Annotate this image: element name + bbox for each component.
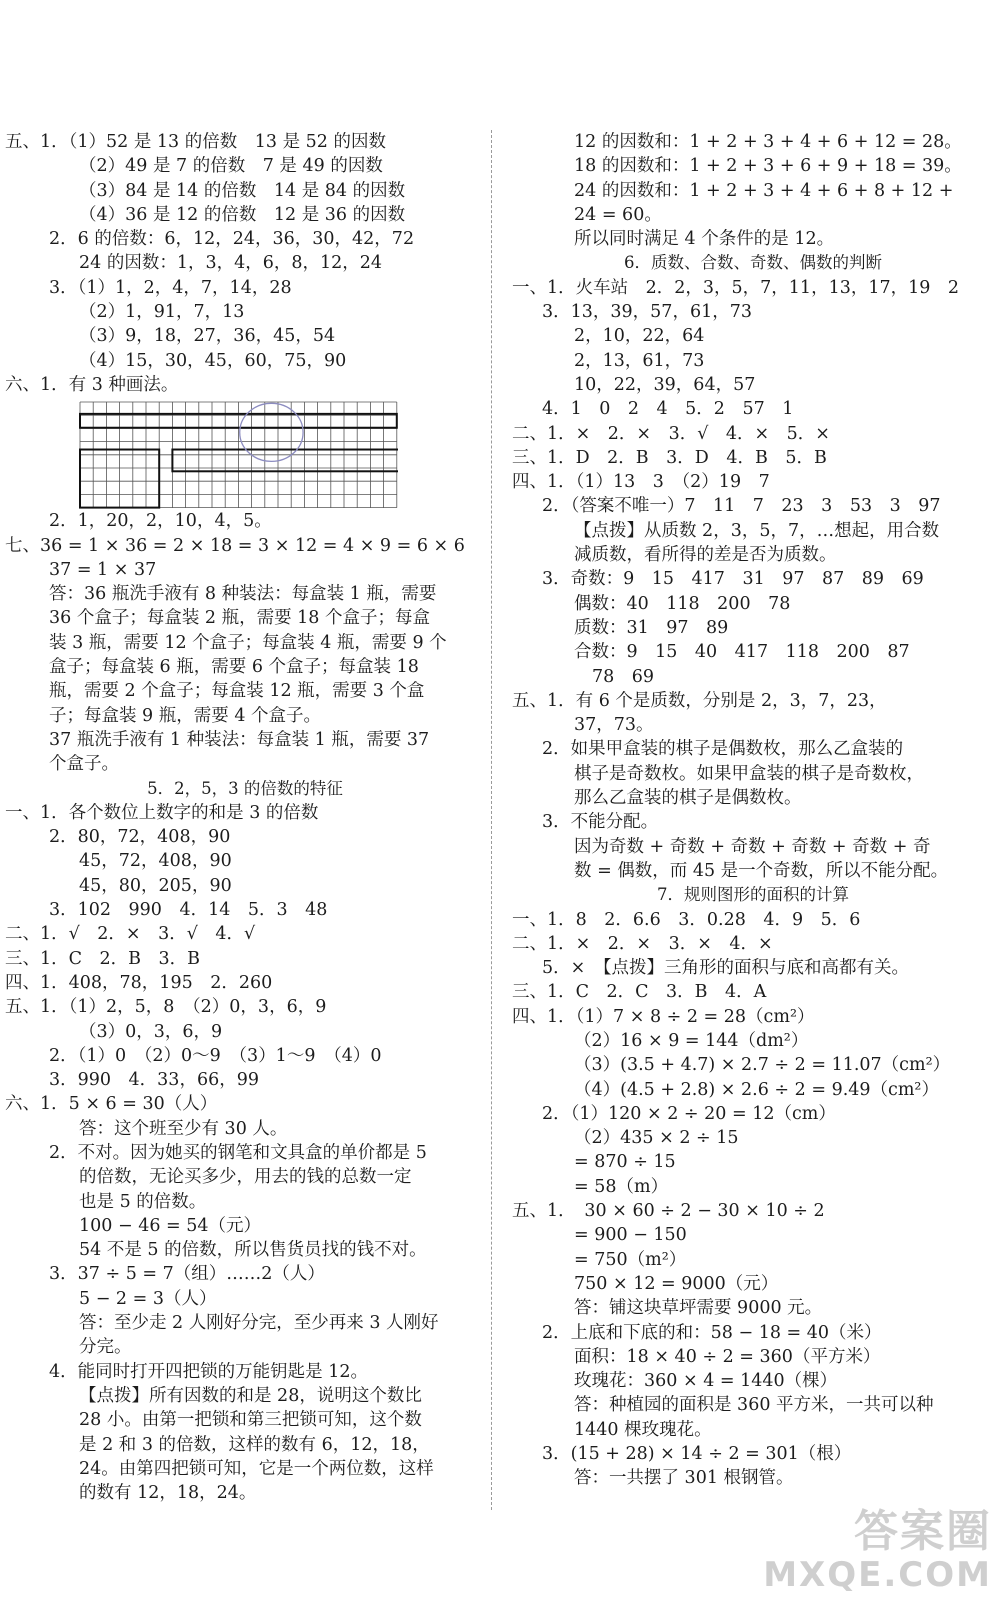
line-text: 3．（1）1，2，4，7，14，28 [49, 277, 292, 298]
site-watermark [763, 1508, 992, 1594]
line-text: 2．如果甲盒装的棋子是偶数枚，那么乙盒装的 [542, 739, 904, 760]
line-text: 玫瑰花：360 × 4 = 1440（棵） [574, 1371, 838, 1392]
line-text: 37，73。 [574, 715, 654, 736]
line-text: 5．× 【点拨】三角形的面积与底和高都有关。 [542, 958, 910, 979]
text-line [512, 640, 994, 664]
line-text: 七、36 = 1 × 36 = 2 × 18 = 3 × 12 = 4 × 9 = 6 × 6 [5, 535, 465, 556]
faint-stamp [240, 404, 303, 462]
line-text: 答：铺这块草坪需要 9000 元。 [574, 1298, 823, 1319]
line-text: 盒子；每盒装 6 瓶，需要 6 个盒子；每盒装 18 [49, 657, 419, 678]
line-text: （3）(3.5 + 4.7) × 2.7 ÷ 2 = 11.07（cm²） [574, 1055, 951, 1076]
text-line [512, 324, 994, 348]
text-line [512, 1296, 994, 1320]
text-line [512, 179, 994, 203]
line-text: 一、1．火车站 2．2，3，5，7，11，13，17，19 2 [512, 277, 960, 298]
left-column [5, 130, 485, 1505]
text-line [512, 422, 994, 446]
line-text: 所以同时满足 4 个条件的是 12。 [574, 229, 835, 250]
text-line [5, 558, 485, 582]
text-line [5, 1360, 485, 1384]
section-heading [5, 777, 485, 801]
text-line [5, 606, 485, 630]
section-heading [512, 883, 994, 907]
right-column [512, 130, 994, 1491]
line-text: 一、1．8 2．6.6 3．0.28 4．9 5．6 [512, 909, 861, 930]
line-text: 答：种植园的面积是 360 平方米，一共可以种 [574, 1395, 934, 1416]
text-line [512, 956, 994, 980]
line-text: 2，13，61，73 [574, 350, 705, 371]
line-text: 是 2 和 3 的倍数，这样的数有 6，12，18， [79, 1434, 430, 1455]
text-line [512, 1223, 994, 1247]
text-line [5, 1335, 485, 1359]
text-line [5, 534, 485, 558]
line-text: 瓶，需要 2 个盒子；每盒装 12 瓶，需要 3 个盒 [49, 681, 425, 702]
line-text: 37 瓶洗手液有 1 种装法：每盒装 1 瓶，需要 37 [49, 729, 430, 750]
text-line [5, 679, 485, 703]
line-text: （3）9，18，27，36，45，54 [79, 326, 336, 347]
line-text: 三、1．C 2．B 3．B [5, 948, 201, 969]
line-text: 6．质数、合数、奇数、偶数的判断 [624, 253, 882, 273]
line-text: （3）0，3，6，9 [79, 1021, 223, 1042]
line-text: 4．1 0 2 4 5．2 57 1 [542, 399, 794, 420]
line-text: 合数：9 15 40 417 118 200 87 [574, 642, 910, 663]
line-text: （4）15，30，45，60，75，90 [79, 350, 347, 371]
text-line [512, 1053, 994, 1077]
line-text: 子；每盒装 9 瓶，需要 4 个盒子。 [49, 705, 322, 726]
text-line [5, 971, 485, 995]
line-text: 2．上底和下底的和：58 − 18 = 40（米） [542, 1322, 882, 1343]
line-text: 45，72，408，90 [79, 851, 232, 872]
text-line [5, 655, 485, 679]
text-line [512, 786, 994, 810]
text-line [512, 1345, 994, 1369]
line-text: 二、1．× 2．× 3．× 4．× [512, 933, 773, 954]
text-line [5, 898, 485, 922]
line-text: 的倍数，无论买多少，用去的钱的总数一定 [79, 1167, 412, 1188]
text-line [512, 1321, 994, 1345]
text-line [512, 227, 994, 251]
line-text: 24 = 60。 [574, 204, 662, 225]
text-line [5, 1165, 485, 1189]
line-text: 面积：18 × 40 ÷ 2 = 360（平方米） [574, 1346, 881, 1367]
line-text: 2．不对。因为她买的钢笔和文具盒的单价都是 5 [49, 1142, 427, 1163]
square-grid [79, 401, 398, 509]
text-line [5, 1481, 485, 1505]
text-line [512, 762, 994, 786]
text-line [512, 665, 994, 689]
text-line [5, 300, 485, 324]
text-line [5, 1408, 485, 1432]
line-text: 2．80，72，408，90 [49, 827, 231, 848]
line-text: 28 小。由第一把锁和第三把锁可知，这个数 [79, 1410, 422, 1431]
watermark-logo-text: 答案圈 [854, 1506, 992, 1558]
text-line [512, 446, 994, 470]
text-line [5, 874, 485, 898]
line-text: （2）16 × 9 = 144（dm²） [574, 1030, 809, 1051]
text-line [5, 947, 485, 971]
text-line [5, 1262, 485, 1286]
line-text: 偶数：40 118 200 78 [574, 593, 791, 614]
line-text: （2）1，91，7，13 [79, 302, 245, 323]
text-line [512, 713, 994, 737]
line-text: 750 × 12 = 9000（元） [574, 1273, 779, 1294]
column-divider [491, 130, 492, 1510]
line-text: 五、1．有 6 个是质数，分别是 2，3，7，23， [512, 690, 887, 711]
line-text: 六、1．5 × 6 = 30（人） [5, 1094, 218, 1115]
line-text: 3．102 990 4．14 5．3 48 [49, 900, 328, 921]
text-line [512, 1418, 994, 1442]
text-line [5, 1117, 485, 1141]
line-text: 2，10，22，64 [574, 326, 705, 347]
text-line [512, 543, 994, 567]
text-line [512, 1150, 994, 1174]
text-line [512, 980, 994, 1004]
text-line [5, 1068, 485, 1092]
line-text: 3．37 ÷ 5 = 7（组）……2（人） [49, 1264, 325, 1285]
line-text: 数 = 偶数，而 45 是一个奇数，所以不能分配。 [574, 860, 949, 881]
line-text: 质数：31 97 89 [574, 617, 729, 638]
line-text: 36 个盒子；每盒装 2 瓶，需要 18 个盒子；每盒 [49, 608, 430, 629]
line-text: 五、1．（1）2，5，8 （2）0，3，6，9 [5, 997, 327, 1018]
line-text: 四、1．408，78，195 2．260 [5, 972, 273, 993]
text-line [512, 1078, 994, 1102]
text-line [5, 276, 485, 300]
text-line [5, 752, 485, 776]
line-text: 那么乙盒装的棋子是偶数枚。 [574, 788, 802, 809]
text-line [512, 810, 994, 834]
text-line [512, 859, 994, 883]
text-line [512, 349, 994, 373]
text-line [5, 1433, 485, 1457]
line-text: （2）435 × 2 ÷ 15 [574, 1128, 739, 1149]
text-line [512, 567, 994, 591]
line-text: 三、1．C 2．C 3．B 4．A [512, 982, 767, 1003]
line-text: （4）(4.5 + 2.8) × 2.6 ÷ 2 = 9.49（cm²） [574, 1079, 939, 1100]
text-line [5, 1141, 485, 1165]
text-line [5, 1020, 485, 1044]
text-line [512, 470, 994, 494]
text-line [512, 397, 994, 421]
line-text: 分完。 [79, 1337, 132, 1358]
line-text: 2．（答案不唯一）7 11 7 23 3 53 3 97 [542, 496, 941, 517]
text-line [512, 908, 994, 932]
line-text: 装 3 瓶，需要 12 个盒子；每盒装 4 瓶，需要 9 个 [49, 632, 447, 653]
text-line [512, 932, 994, 956]
line-text: 18 的因数和：1 + 2 + 3 + 6 + 9 + 18 = 39。 [574, 156, 962, 177]
text-line [5, 1238, 485, 1262]
line-text: 12 的因数和：1 + 2 + 3 + 4 + 6 + 12 = 28。 [574, 132, 962, 152]
text-line [512, 1199, 994, 1223]
line-text: 10，22，39，64，57 [574, 374, 756, 395]
text-line [5, 704, 485, 728]
line-text: 六、1．有 3 种画法。 [5, 374, 179, 395]
text-line [5, 324, 485, 348]
line-text: 1440 棵玫瑰花。 [574, 1419, 712, 1440]
text-line [512, 1029, 994, 1053]
text-line [5, 922, 485, 946]
text-line [512, 154, 994, 178]
text-line [512, 276, 994, 300]
line-text: 也是 5 的倍数。 [79, 1191, 207, 1212]
watermark-domain: MXQE.COM [763, 1554, 992, 1595]
text-line [512, 1393, 994, 1417]
line-text: 一、1．各个数位上数字的和是 3 的倍数 [5, 802, 319, 823]
line-text: 45，80，205，90 [79, 875, 232, 896]
text-line [5, 349, 485, 373]
line-text: 五、1． 30 × 60 ÷ 2 − 30 × 10 ÷ 2 [512, 1201, 825, 1222]
line-text: 2．（1）0 （2）0～9 （3）1～9 （4）0 [49, 1045, 382, 1066]
text-line [5, 728, 485, 752]
text-line [5, 227, 485, 251]
line-text: = 900 − 150 [574, 1225, 687, 1246]
line-text: 24 的因数和：1 + 2 + 3 + 4 + 6 + 8 + 12 + [574, 180, 954, 201]
line-text: 2．6 的倍数：6，12，24，36，30，42，72 [49, 229, 415, 250]
line-text: 减质数，看所得的差是否为质数。 [574, 545, 837, 566]
text-line [5, 373, 485, 397]
line-text: （2）49 是 7 的倍数 7 是 49 的因数 [79, 156, 383, 177]
text-line [512, 203, 994, 227]
text-line [5, 251, 485, 275]
line-text: 二、1．√ 2．× 3．√ 4．√ [5, 924, 256, 945]
text-line [512, 1126, 994, 1150]
line-text: = 58（m） [574, 1176, 669, 1197]
line-text: 答：这个班至少有 30 人。 [79, 1118, 288, 1139]
line-text: 五、1．（1）52 是 13 的倍数 13 是 52 的因数 [5, 132, 386, 152]
text-line [5, 825, 485, 849]
text-line [512, 1005, 994, 1029]
text-line [5, 849, 485, 873]
text-line [512, 835, 994, 859]
text-line [512, 1272, 994, 1296]
line-text: 因为奇数 + 奇数 + 奇数 + 奇数 + 奇数 + 奇 [574, 836, 931, 857]
text-line [5, 1044, 485, 1068]
text-line [512, 519, 994, 543]
text-line [512, 494, 994, 518]
line-text: 的数有 12，18，24。 [79, 1483, 257, 1504]
line-text: 78 69 [592, 666, 655, 687]
line-text: 三、1．D 2．B 3．D 4．B 5．B [512, 447, 827, 468]
text-line [512, 1248, 994, 1272]
text-line [512, 689, 994, 713]
line-text: 二、1．× 2．× 3．√ 4．× 5．× [512, 423, 830, 444]
line-text: 3．(15 + 28) × 14 ÷ 2 = 301（根） [542, 1444, 852, 1465]
line-text: 【点拨】从质数 2，3，5，7，…想起，用合数 [574, 520, 940, 541]
line-text: 3．不能分配。 [542, 812, 659, 833]
text-line [512, 737, 994, 761]
text-line [5, 995, 485, 1019]
line-text: （4）36 是 12 的倍数 12 是 36 的因数 [79, 204, 406, 225]
text-line [512, 1369, 994, 1393]
line-text: 5 − 2 = 3（人） [79, 1288, 217, 1309]
text-line [512, 300, 994, 324]
text-line [5, 801, 485, 825]
line-text: 100 − 46 = 54（元） [79, 1215, 262, 1236]
text-line [5, 1190, 485, 1214]
text-line [512, 1466, 994, 1490]
line-text: 2．（1）120 × 2 ÷ 20 = 12（cm） [542, 1103, 836, 1124]
text-line [5, 1214, 485, 1238]
line-text: （3）84 是 14 的倍数 14 是 84 的因数 [79, 180, 406, 201]
text-line [512, 373, 994, 397]
line-text: 棋子是奇数枚。如果甲盒装的棋子是奇数枚， [574, 763, 924, 784]
line-text: 答：一共摆了 301 根钢管。 [574, 1468, 794, 1489]
line-text: 3．13，39，57，61，73 [542, 302, 752, 323]
text-line [5, 154, 485, 178]
section-heading [512, 251, 994, 275]
text-line [5, 582, 485, 606]
text-line [5, 1384, 485, 1408]
line-text: 24。由第四把锁可知，它是一个两位数，这样 [79, 1458, 434, 1479]
text-line [512, 616, 994, 640]
line-text: 7．规则图形的面积的计算 [657, 885, 849, 905]
line-text: 【点拨】所有因数的和是 28，说明这个数比 [79, 1385, 422, 1406]
text-line [512, 1442, 994, 1466]
text-line [5, 203, 485, 227]
text-line [5, 509, 485, 533]
text-line [512, 130, 994, 154]
text-line [5, 1311, 485, 1335]
text-line [512, 1175, 994, 1199]
line-text: 5．2，5，3 的倍数的特征 [147, 778, 343, 798]
text-line [512, 1102, 994, 1126]
drawing-grid [5, 397, 485, 509]
line-text: = 870 ÷ 15 [574, 1152, 676, 1173]
text-line [512, 592, 994, 616]
line-text: 2．1，20，2，10，4，5。 [49, 511, 272, 532]
line-text: 54 不是 5 的倍数，所以售货员找的钱不对。 [79, 1240, 427, 1261]
line-text: 3．奇数：9 15 417 31 97 87 89 69 [542, 569, 924, 590]
line-text: 四、1．（1）13 3 （2）19 7 [512, 472, 770, 493]
line-text: 四、1．（1）7 × 8 ÷ 2 = 28（cm²） [512, 1006, 815, 1027]
text-line [5, 130, 485, 154]
text-line [5, 1287, 485, 1311]
line-text: 3．990 4．33，66，99 [49, 1070, 259, 1091]
line-text: 37 = 1 × 37 [49, 559, 157, 580]
line-text: 答：至少走 2 人刚好分完，至少再来 3 人刚好 [79, 1313, 439, 1334]
line-text: = 750（m²） [574, 1249, 687, 1270]
line-text: 答：36 瓶洗手液有 8 种装法：每盒装 1 瓶，需要 [49, 584, 437, 605]
line-text: 4．能同时打开四把锁的万能钥匙是 12。 [49, 1361, 368, 1382]
text-line [5, 1092, 485, 1116]
text-line [5, 1457, 485, 1481]
line-text: 24 的因数：1，3，4，6，8，12，24 [79, 253, 383, 274]
text-line [5, 631, 485, 655]
line-text: 个盒子。 [49, 754, 119, 775]
text-line [5, 179, 485, 203]
